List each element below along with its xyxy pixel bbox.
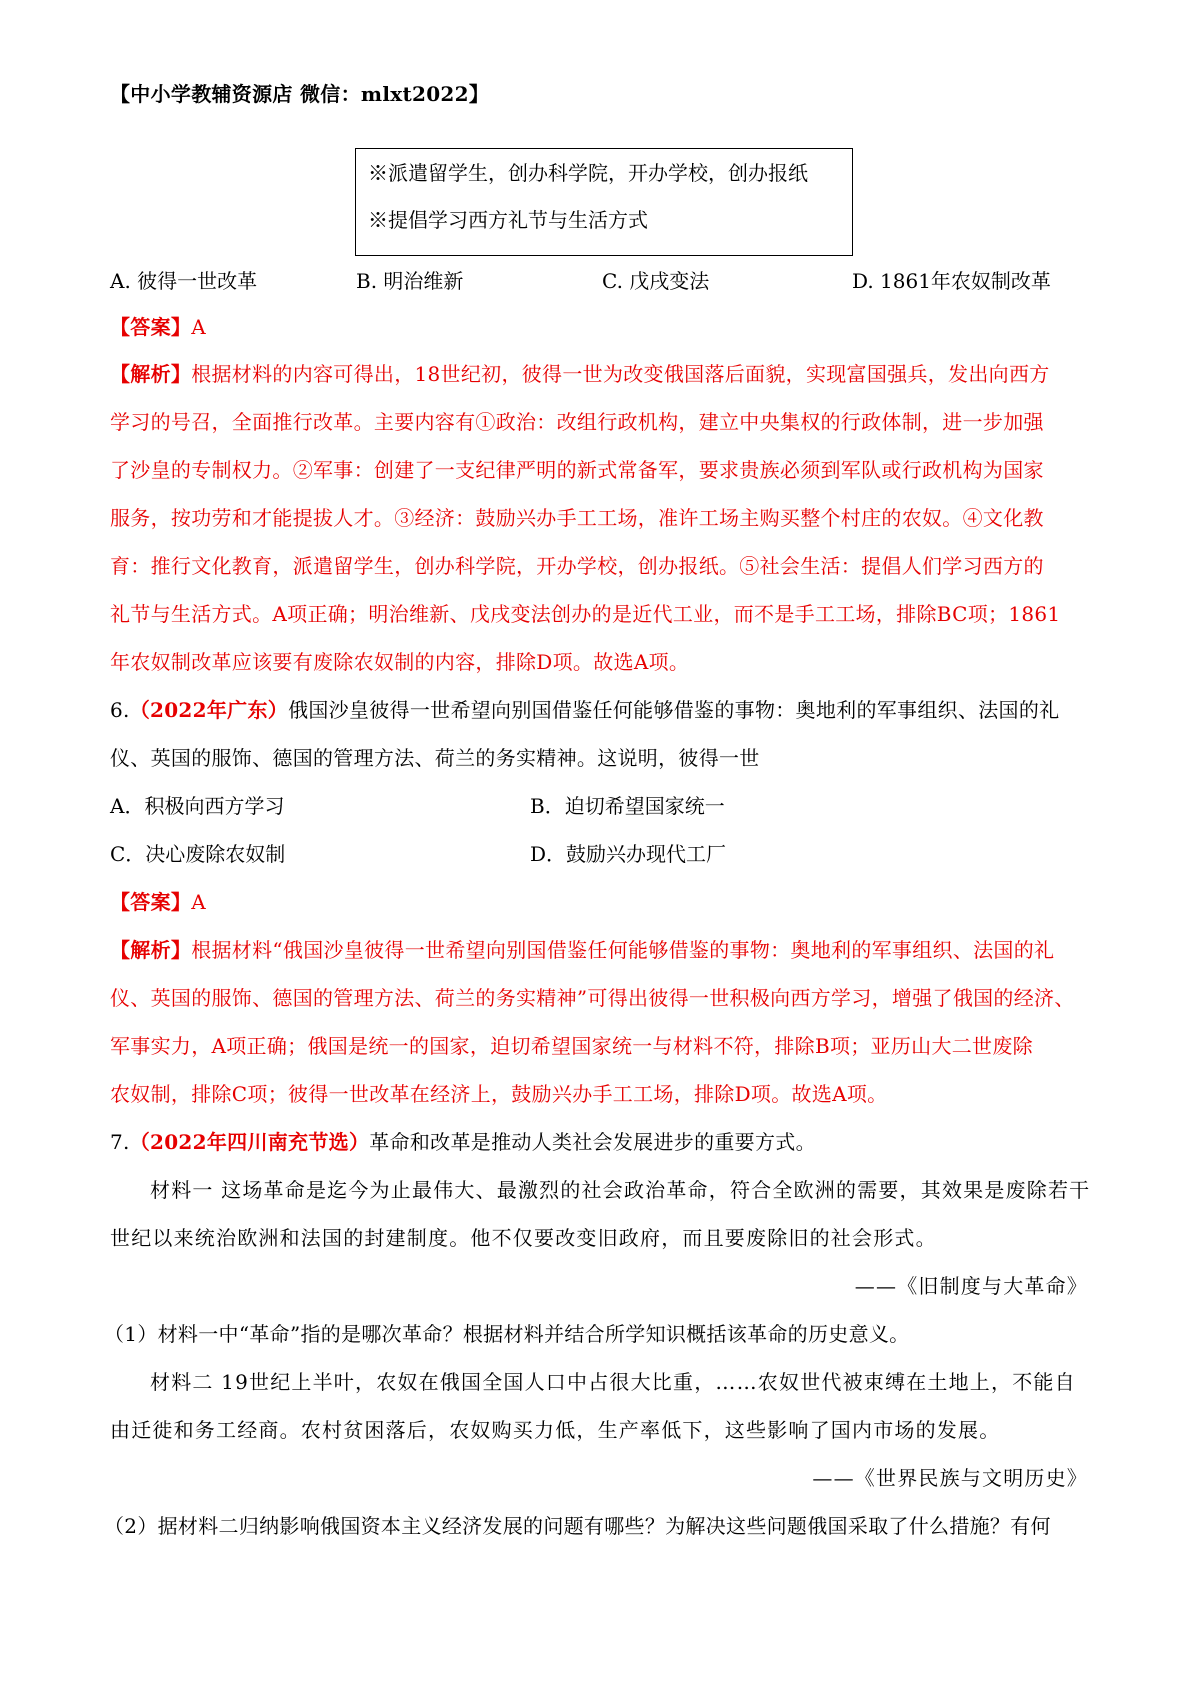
q6-stem-line-2: 仪、英国的服饰、德国的管理方法、荷兰的务实精神。这说明，彼得一世 xyxy=(110,746,760,770)
q6-option-b: B．迫切希望国家统一 xyxy=(530,794,725,818)
answer-value: A xyxy=(191,315,206,339)
answer-label: 【答案】 xyxy=(110,890,192,914)
answer-label: 【答案】 xyxy=(110,315,192,339)
q7-source: （2022年四川南充节选） xyxy=(129,1130,370,1154)
q5-answer xyxy=(110,313,206,341)
q6-option-d: D．鼓励兴办现代工厂 xyxy=(530,842,727,866)
q7-sub-question-1: （1）材料一中“革命”指的是哪次革命？根据材料并结合所学知识概括该革命的历史意义。 xyxy=(104,1322,910,1346)
q5-option-b: B. 明治维新 xyxy=(356,269,464,293)
q5-option-d: D. 1861年农奴制改革 xyxy=(852,269,1051,293)
q6-number: 6. xyxy=(110,698,130,722)
q7-material2-source: ——《世界民族与文明历史》 xyxy=(812,1466,1088,1490)
box-line-2: ※提倡学习西方礼节与生活方式 xyxy=(368,208,648,232)
q6-analysis-line-4: 农奴制，排除C项；彼得一世改革在经济上，鼓励兴办手工工场，排除D项。故选A项。 xyxy=(110,1082,888,1106)
analysis-text: 根据材料的内容可得出，18世纪初，彼得一世为改变俄国落后面貌，实现富国强兵，发出向西方 xyxy=(191,362,1050,386)
q6-option-c: C．决心废除农奴制 xyxy=(110,842,286,866)
q6-answer xyxy=(110,888,206,916)
q6-source: （2022年广东） xyxy=(129,698,289,722)
q6-analysis-line-1 xyxy=(110,936,1054,964)
q7-stem-text: 革命和改革是推动人类社会发展进步的重要方式。 xyxy=(369,1130,816,1154)
q7-material2-line-2: 由迁徙和务工经商。农村贫困落后，农奴购买力低，生产率低下，这些影响了国内市场的发展。 xyxy=(110,1418,1001,1442)
q5-option-c: C. 戊戌变法 xyxy=(602,269,710,293)
answer-value: A xyxy=(191,890,206,914)
analysis-label: 【解析】 xyxy=(110,938,192,962)
q7-material1-line-2: 世纪以来统治欧洲和法国的封建制度。他不仅要改变旧政府，而且要废除旧的社会形式。 xyxy=(110,1226,937,1250)
q5-analysis-line-4: 服务，按功劳和才能提拔人才。③经济：鼓励兴办手工工场，准许工场主购买整个村庄的农奴。④文化教 xyxy=(110,506,1044,530)
q5-analysis-line-1 xyxy=(110,360,1050,388)
q5-analysis-line-7: 年农奴制改革应该要有废除农奴制的内容，排除D项。故选A项。 xyxy=(110,650,690,674)
q6-analysis-line-3: 军事实力，A项正确；俄国是统一的国家，迫切希望国家统一与材料不符，排除B项；亚历山大二世废除 xyxy=(110,1034,1033,1058)
analysis-text: 根据材料“俄国沙皇彼得一世希望向别国借鉴任何能够借鉴的事物：奥地利的军事组织、法国的礼 xyxy=(191,938,1055,962)
shop-header: 【中小学教辅资源店 微信：mlxt2022】 xyxy=(110,82,490,106)
q6-analysis-line-2: 仪、英国的服饰、德国的管理方法、荷兰的务实精神”可得出彼得一世积极向西方学习，增强了俄国的经济、 xyxy=(110,986,1075,1010)
q6-option-a: A．积极向西方学习 xyxy=(110,794,285,818)
q5-analysis-line-5: 育：推行文化教育，派遣留学生，创办科学院，开办学校，创办报纸。⑤社会生活：提倡人们学习西方的 xyxy=(110,554,1044,578)
q6-stem-line-1 xyxy=(110,696,1059,724)
q5-analysis-line-6: 礼节与生活方式。A项正确；明治维新、戊戌变法创办的是近代工业，而不是手工工场，排除BC项；1861 xyxy=(110,602,1061,626)
q7-material2-line-1: 材料二 19世纪上半叶，农奴在俄国全国人口中占很大比重，……农奴世代被束缚在土地上，不能自 xyxy=(150,1370,1076,1394)
box-line-1: ※派遣留学生，创办科学院，开办学校，创办报纸 xyxy=(368,161,808,185)
q5-analysis-line-3: 了沙皇的专制权力。②军事：创建了一支纪律严明的新式常备军，要求贵族必须到军队或行政机构为国家 xyxy=(110,458,1044,482)
q7-sub-question-2: （2）据材料二归纳影响俄国资本主义经济发展的问题有哪些？为解决这些问题俄国采取了什么措施？有何 xyxy=(104,1514,1051,1538)
q7-material1-source: ——《旧制度与大革命》 xyxy=(854,1274,1088,1298)
analysis-label: 【解析】 xyxy=(110,362,192,386)
material-box xyxy=(355,148,853,256)
q7-stem xyxy=(110,1128,816,1156)
q5-option-a: A. 彼得一世改革 xyxy=(110,269,258,293)
q6-stem-text: 俄国沙皇彼得一世希望向别国借鉴任何能够借鉴的事物：奥地利的军事组织、法国的礼 xyxy=(288,698,1060,722)
q7-number: 7. xyxy=(110,1130,130,1154)
q7-material1-line-1: 材料一 这场革命是迄今为止最伟大、最激烈的社会政治革命，符合全欧洲的需要，其效果是废除若干 xyxy=(150,1178,1091,1202)
q5-analysis-line-2: 学习的号召，全面推行改革。主要内容有①政治：改组行政机构，建立中央集权的行政体制，进一步加强 xyxy=(110,410,1044,434)
